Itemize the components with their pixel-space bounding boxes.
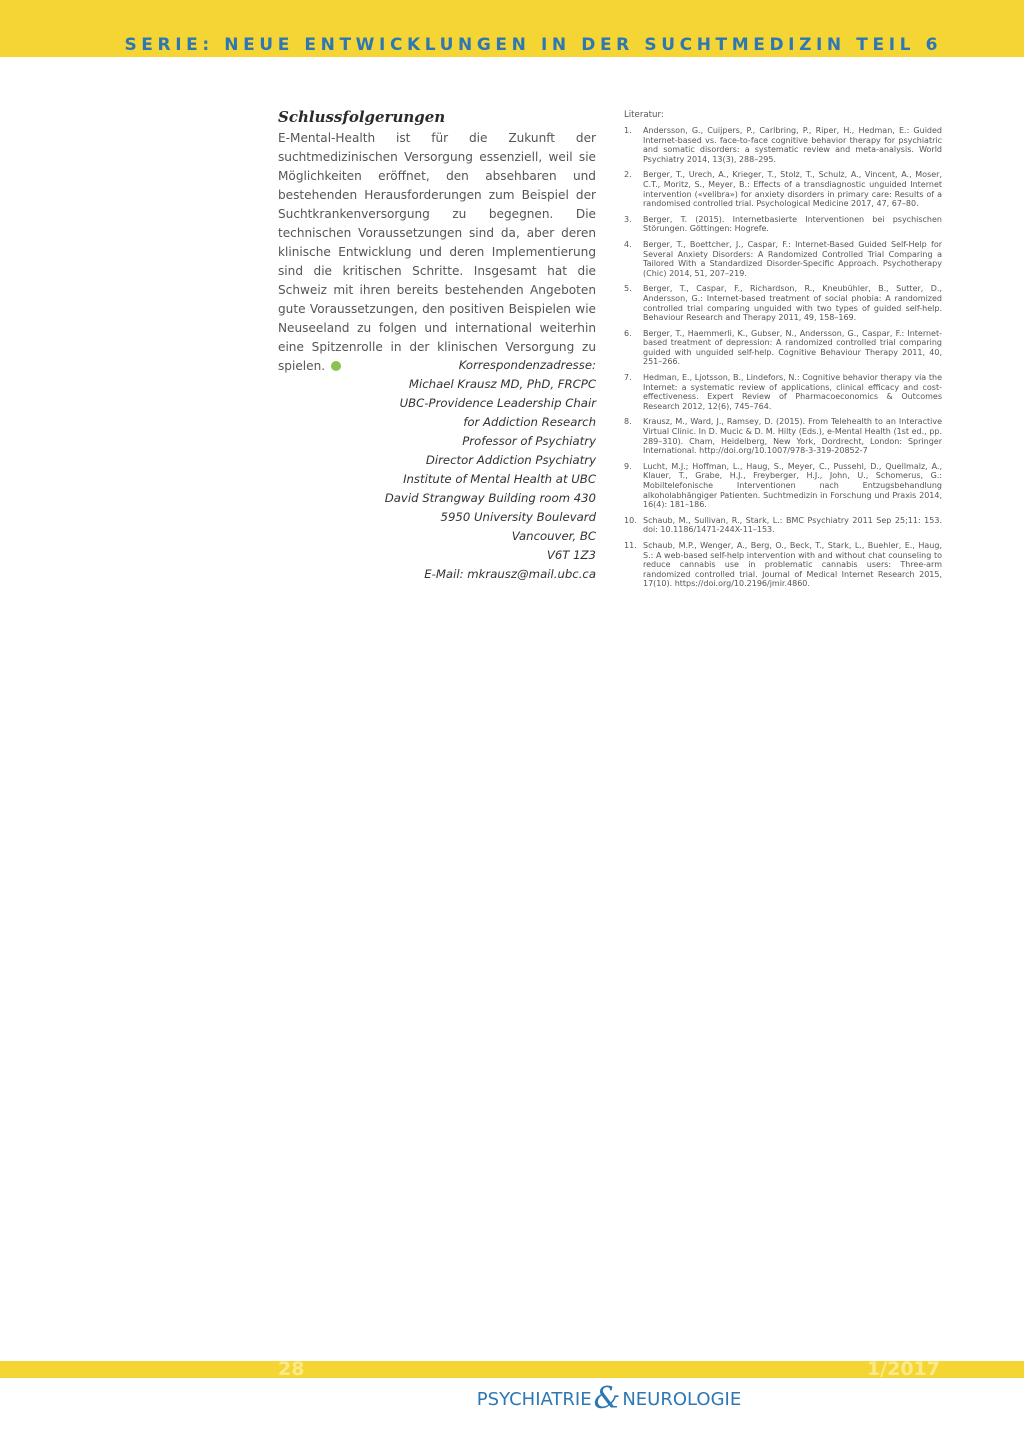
reference-number: 10. (624, 515, 637, 525)
reference-number: 11. (624, 540, 637, 550)
reference-text: Berger, T., Caspar, F., Richardson, R., Kneubühler, B., Sutter, D., Andersson, G.: Internet-based treatment of social phobia: A randomized controlled trial comparing unguided with two types of guided self-help. Behaviour Research and Therapy 2011, 49, 158–169. (643, 284, 942, 323)
reference-item (624, 126, 942, 164)
reference-text: Schaub, M.P., Wenger, A., Berg, O., Beck, T., Stark, L., Buehler, E., Haug, S.: A web-based self-help intervention with and without chat counseling to reduce cannabis use in problematic cannabis users: Three-arm randomized controlled trial. Journal of Medical Internet Research 2015, 17(10). https://doi.org/10.2196/jmir.4860. (643, 540, 942, 589)
reference-number: 2. (624, 170, 632, 180)
address-line: Vancouver, BC (511, 529, 596, 543)
correspondence-address (360, 356, 596, 584)
reference-item (624, 373, 942, 411)
reference-item (624, 516, 942, 535)
reference-number: 6. (624, 328, 632, 338)
reference-number: 8. (624, 417, 632, 427)
address-line: David Strangway Building room 430 (384, 491, 596, 505)
journal-name-left: PSYCHIATRIE (476, 1389, 592, 1410)
reference-item (624, 462, 942, 510)
reference-text: Hedman, E., Ljotsson, B., Lindefors, N.: Cognitive behavior therapy via the Internet: a systematic review of applications, clinical efficacy and cost-effectiveness. Expert Review of Pharmacoeconomics & Outcomes Research 2012, 12(6), 745–764. (643, 373, 942, 411)
reference-number: 5. (624, 284, 632, 294)
reference-number: 4. (624, 239, 632, 249)
literature-title: Literatur: (624, 110, 664, 120)
address-line: 5950 University Boulevard (440, 510, 596, 524)
reference-number: 9. (624, 461, 632, 471)
journal-name-right: NEUROLOGIE (622, 1389, 742, 1410)
literature-list (624, 110, 942, 595)
address-line: Professor of Psychiatry (462, 434, 596, 448)
reference-text: Andersson, G., Cuijpers, P., Carlbring, P., Riper, H., Hedman, E.: Guided Internet-based vs. face-to-face cognitive behavior therapy for psychiatric and somatic disorders: a systematic review and meta-analysis. World Psychiatry 2014, 13(3), 288–295. (643, 126, 942, 164)
end-of-article-dot-icon (331, 361, 341, 371)
reference-number: 1. (624, 126, 632, 135)
address-line: UBC-Providence Leadership Chair (399, 396, 596, 410)
page-number: 28 (278, 1358, 305, 1380)
series-title: SERIE: NEUE ENTWICKLUNGEN IN DER SUCHTMEDIZIN TEIL 6 (124, 35, 942, 55)
address-line: Michael Krausz MD, PhD, FRCPC (408, 377, 596, 391)
reference-text: Berger, T. (2015). Internetbasierte Interventionen bei psychischen Störungen. Göttingen: Hogrefe. (643, 214, 942, 234)
address-line: Korrespondenzadresse: (458, 358, 596, 372)
address-line: Institute of Mental Health at UBC (403, 472, 596, 486)
journal-logo (0, 1381, 1024, 1416)
reference-number: 7. (624, 373, 632, 383)
reference-text: Schaub, M., Sullivan, R., Stark, L.: BMC Psychiatry 2011 Sep 25;11: 153. doi: 10.1186/1471-244X-11–153. (643, 515, 942, 535)
issue-number: 1/2017 (866, 1358, 940, 1380)
reference-text: Berger, T., Haemmerli, K., Gubser, N., Andersson, G., Caspar, F.: Internet-based treatment of depression: A randomized controlled trial comparing guided with unguided self-help. Cognitive Behaviour Therapy 2011, 40, 251–266. (643, 328, 942, 367)
section-body-text: E-Mental-Health ist für die Zukunft der suchtmedizinischen Versorgung essenziell, weil sie Möglichkeiten eröffnet, den absehbaren und bestehenden Herausforderungen zum Beispiel der Suchtkrankenversorgung zu begegnen. Die technischen Voraussetzungen sind da, aber deren klinische Entwicklung und deren Implementierung sind die kritischen Schritte. Insgesamt hat die Schweiz mit ihren bereits bestehenden Angeboten gute Voraussetzungen, den positiven Beispielen wie Neuseeland zu folgen und international weiterhin eine Spitzenrolle in der klinischen Versorgung zu spielen. (278, 131, 596, 373)
reference-text: Lucht, M.J.; Hoffman, L., Haug, S., Meyer, C., Pussehl, D., Quellmalz, A., Klauer, T., Grabe, H.J., Freyberger, H.J., John, U., Schomerus, G.: Mobiltelefonische Interventionen nach Entzugsbehandlung alkoholabhängiger Patienten. Suchtmedizin in Forschung und Praxis 2014, 16(4): 181–186. (643, 461, 942, 510)
reference-item (624, 170, 942, 208)
ampersand-logo-icon: & (593, 1381, 621, 1416)
reference-item (624, 215, 942, 234)
reference-number: 3. (624, 214, 632, 224)
address-email: E-Mail: mkrausz@mail.ubc.ca (424, 567, 596, 581)
address-line: V6T 1Z3 (546, 548, 596, 562)
address-line: Director Addiction Psychiatry (425, 453, 596, 467)
reference-item (624, 240, 942, 278)
reference-item (624, 417, 942, 455)
section-body (278, 129, 596, 376)
reference-text: Krausz, M., Ward, J., Ramsey, D. (2015). From Telehealth to an Interactive Virtual Clinic. In D. Mucic & D. M. Hilty (Eds.), e-Mental Health (1st ed., pp. 289–310). Cham, Heidelberg, New York, Dordrecht, London: Springer International. http://doi.org/10.1007/978-3-319-20852-7 (643, 417, 942, 456)
conclusion-section (278, 108, 596, 376)
section-heading: Schlussfolgerungen (278, 108, 446, 126)
reference-item (624, 284, 942, 322)
reference-item (624, 329, 942, 367)
reference-text: Berger, T., Urech, A., Krieger, T., Stolz, T., Schulz, A., Vincent, A., Moser, C.T., Moritz, S., Meyer, B.: Effects of a transdiagnostic unguided Internet intervention («velibra») for anxiety disorders in primary care: Results of a randomised controlled trial. Psychological Medicine 2017, 47, 67–80. (643, 170, 942, 209)
reference-text: Berger, T., Boettcher, J., Caspar, F.: Internet-Based Guided Self-Help for Several Anxiety Disorders: A Randomized Controlled Trial Comparing a Tailored With a Standardized Disorder-Specific Approach. Psychotherapy (Chic) 2014, 51, 207–219. (643, 239, 942, 278)
reference-item (624, 541, 942, 589)
address-line: for Addiction Research (463, 415, 596, 429)
